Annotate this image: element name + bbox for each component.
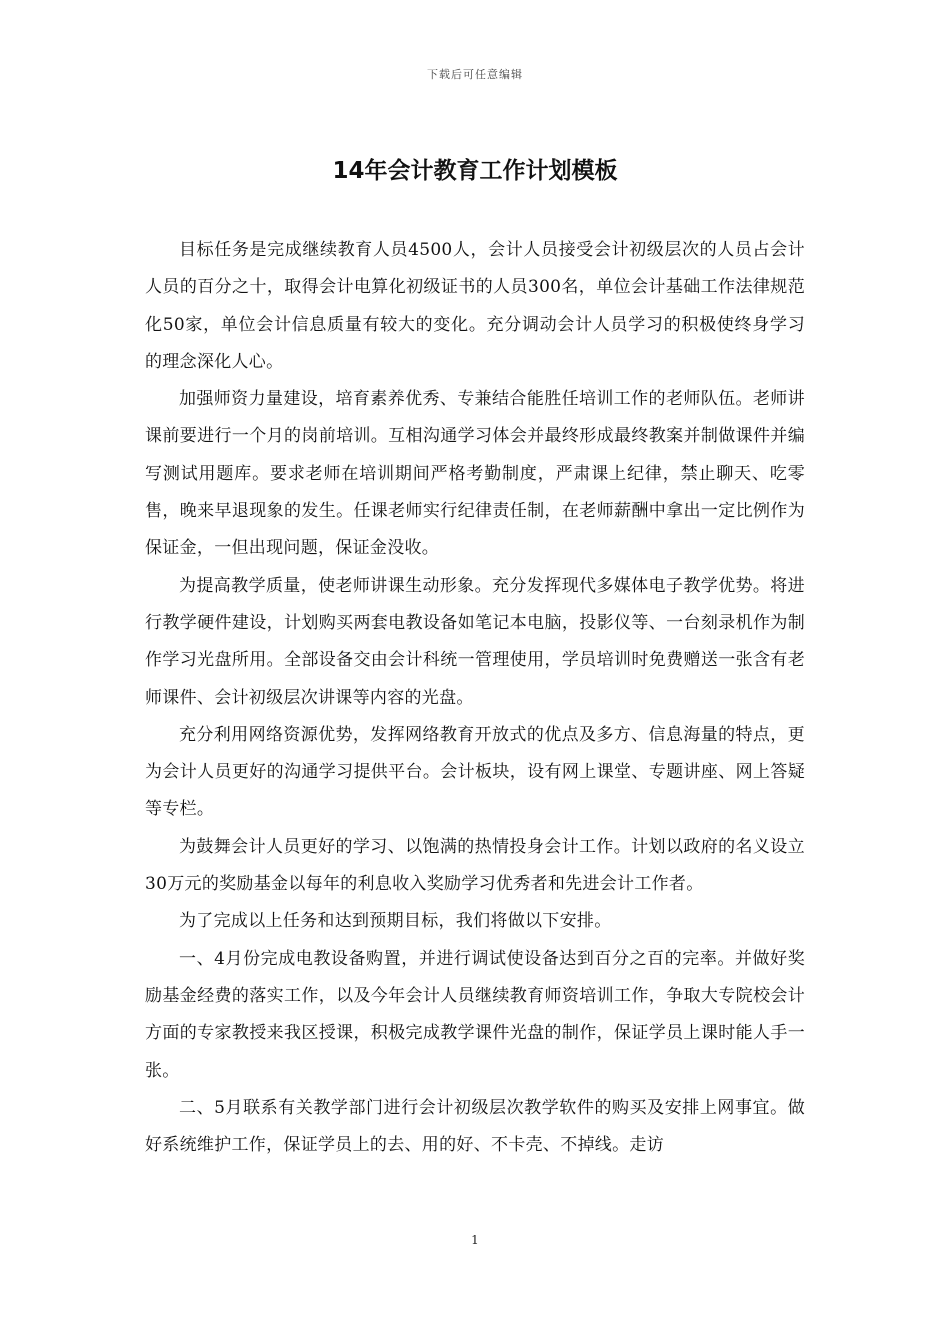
paragraph: 为鼓舞会计人员更好的学习、以饱满的热情投身会计工作。计划以政府的名义设立30万元的奖励基金以每年的利息收入奖励学习优秀者和先进会计工作者。 [145,836,805,895]
document-title: 14年会计教育工作计划模板 [332,158,618,184]
paragraph: 为提高教学质量，使老师讲课生动形象。充分发挥现代多媒体电子教学优势。将进行教学硬件建设，计划购买两套电教设备如笔记本电脑，投影仪等、一台刻录机作为制作学习光盘所用。全部设备交由会计科统一管理使用，学员培训时免费赠送一张含有老师课件、会计初级层次讲课等内容的光盘。 [145,575,805,708]
paragraph: 充分利用网络资源优势，发挥网络教育开放式的优点及多方、信息海量的特点，更为会计人员更好的沟通学习提供平台。会计板块，设有网上课堂、专题讲座、网上答疑等专栏。 [145,724,805,820]
paragraph: 目标任务是完成继续教育人员4500人，会计人员接受会计初级层次的人员占会计人员的百分之十，取得会计电算化初级证书的人员300名，单位会计基础工作法律规范化50家，单位会计信息质量有较大的变化。充分调动会计人员学习的积极使终身学习的理念深化人心。 [145,240,805,372]
header-note: 下载后可任意编辑 [427,68,523,81]
paragraph: 一、4月份完成电教设备购置，并进行调试使设备达到百分之百的完率。并做好奖励基金经费的落实工作，以及今年会计人员继续教育师资培训工作，争取大专院校会计方面的专家教授来我区授课，积极完成教学课件光盘的制作，保证学员上课时能人手一张。 [145,948,805,1081]
paragraph: 二、5月联系有关教学部门进行会计初级层次教学软件的购买及安排上网事宜。做好系统维护工作，保证学员上的去、用的好、不卡壳、不掉线。走访 [145,1097,805,1156]
document-body [145,232,805,1164]
paragraph: 加强师资力量建设，培育素养优秀、专兼结合能胜任培训工作的老师队伍。老师讲课前要进行一个月的岗前培训。互相沟通学习体会并最终形成最终教案并制做课件并编写测试用题库。要求老师在培训期间严格考勤制度，严肃课上纪律，禁止聊天、吃零售，晚来早退现象的发生。任课老师实行纪律责任制，在老师薪酬中拿出一定比例作为保证金，一但出现问题，保证金没收。 [145,389,805,559]
page-number: 1 [471,1233,479,1247]
paragraph: 为了完成以上任务和达到预期目标，我们将做以下安排。 [179,911,612,932]
